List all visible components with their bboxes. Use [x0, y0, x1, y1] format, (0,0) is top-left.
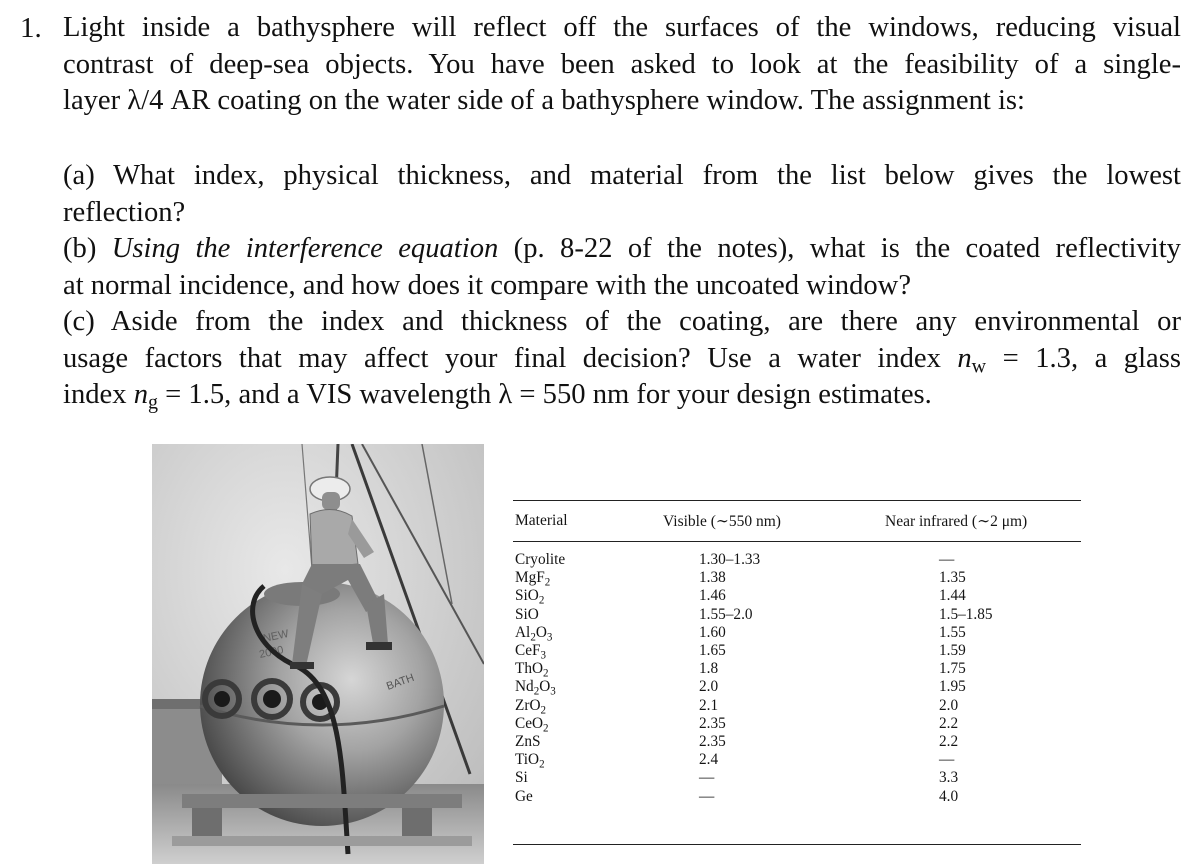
water-index-symbol: n [957, 342, 972, 374]
material-subscript: 3 [540, 649, 546, 662]
material-text: ZrO [515, 696, 541, 714]
material-subscript: 2 [530, 631, 536, 644]
table-row [513, 587, 1081, 605]
part-c-text: index [63, 379, 134, 410]
nir-index-cell: 1.35 [939, 569, 966, 587]
table-row [513, 606, 1081, 624]
material-text: MgF [515, 569, 545, 587]
material-cell [515, 697, 546, 715]
visible-index-cell: 1.65 [699, 642, 726, 659]
visible-index-cell: 1.60 [699, 623, 726, 641]
table-row [513, 733, 1081, 751]
material-cell [515, 769, 528, 787]
table-row [513, 769, 1081, 787]
table-row [513, 569, 1081, 587]
table-bottom-rule [513, 844, 1081, 845]
table-row [513, 715, 1081, 733]
material-cell [515, 569, 550, 587]
part-b-line-1 [63, 231, 1181, 268]
table-row [513, 751, 1081, 769]
material-subscript: 2 [543, 667, 549, 680]
header-material: Material [515, 512, 568, 529]
part-b-rest: (p. 8-22 of the notes), what is the coated reflectivity [498, 233, 1181, 264]
table-row [513, 660, 1081, 678]
material-cell [515, 624, 552, 642]
nir-index-cell: — [939, 751, 955, 769]
hull-text: NEW [262, 627, 290, 645]
glass-index-symbol: n [133, 379, 148, 410]
material-text: Ge [515, 787, 533, 805]
material-subscript: 2 [544, 576, 551, 589]
material-subscript: 2 [538, 594, 545, 607]
visible-index-cell: 2.0 [699, 678, 719, 696]
bathysphere-illustration [152, 444, 484, 864]
material-subscript: 2 [543, 722, 549, 735]
material-text: O [535, 623, 547, 641]
bathysphere-photo [152, 444, 484, 864]
table-row [513, 788, 1081, 806]
part-c-line-1: (c) Aside from the index and thickness of the coating, are there any environmental or [63, 306, 1181, 337]
material-subscript: 2 [533, 685, 540, 698]
material-cell [515, 587, 544, 605]
nir-index-cell: 1.95 [939, 678, 966, 696]
hull-text: 2000 [258, 644, 285, 661]
material-subscript: 2 [539, 758, 545, 771]
problem-parts [63, 158, 1181, 414]
material-text: SiO [515, 587, 539, 605]
nir-index-cell: 3.3 [939, 769, 959, 787]
part-b-prefix: (b) [63, 233, 112, 264]
part-c-line-2 [63, 341, 1181, 378]
header-visible: Visible (∼550 nm) [663, 513, 781, 530]
material-text: Al [515, 623, 531, 641]
nir-index-cell: 4.0 [939, 787, 959, 805]
material-subscript: 3 [550, 685, 556, 698]
material-text: CeO [515, 714, 544, 732]
material-cell [515, 733, 541, 751]
problem-number: 1. [20, 12, 42, 44]
material-text: CeF [515, 642, 541, 659]
visible-index-cell: 2.35 [699, 714, 726, 732]
material-cell [515, 788, 533, 806]
problem-intro [63, 10, 1181, 120]
table-row [513, 697, 1081, 715]
material-text: Nd [515, 678, 534, 696]
nir-index-cell: 1.59 [939, 642, 966, 659]
nir-index-cell: 1.55 [939, 623, 966, 641]
table-row [513, 678, 1081, 696]
visible-index-cell: 1.8 [699, 660, 719, 678]
visible-index-cell: 1.38 [699, 569, 726, 587]
visible-index-cell: — [699, 787, 715, 805]
nir-index-cell: 2.2 [939, 733, 959, 750]
nir-index-cell: 1.75 [939, 660, 966, 678]
visible-index-cell: 2.4 [699, 751, 719, 769]
water-index-subscript: w [971, 355, 987, 378]
material-subscript: 3 [546, 631, 553, 644]
nir-index-cell: 1.5–1.85 [939, 605, 993, 623]
material-text: SiO [515, 605, 539, 623]
part-c-text: usage factors that may affect your final decision? Use a water index [63, 342, 958, 374]
material-cell [515, 678, 556, 696]
visible-index-cell: 2.35 [699, 733, 726, 750]
material-text: ZnS [515, 733, 541, 750]
nir-index-cell: 2.2 [939, 714, 959, 732]
visible-index-cell: 1.46 [699, 587, 726, 605]
intro-line: Light inside a bathysphere will reflect off the surfaces of the windows, reducing visual [63, 12, 1181, 43]
material-text: O [539, 678, 551, 696]
visible-index-cell: — [699, 769, 715, 787]
material-text: ThO [515, 660, 544, 678]
intro-line: layer λ/4 AR coating on the water side of a bathysphere window. The assignment is: [63, 85, 1025, 116]
material-text: Si [515, 769, 528, 787]
material-cell [515, 715, 549, 733]
part-b-emphasis: Using the interference equation [111, 233, 499, 264]
table-row [513, 551, 1081, 569]
table-row [513, 642, 1081, 660]
material-text: Cryolite [515, 551, 566, 568]
table-header-rule [513, 541, 1081, 542]
intro-line: contrast of deep-sea objects. You have been asked to look at the feasibility of a single- [63, 48, 1181, 80]
material-text: TiO [515, 751, 540, 769]
hull-text: BATH [384, 671, 416, 693]
material-cell [515, 551, 565, 569]
nir-index-cell: 2.0 [939, 696, 959, 714]
visible-index-cell: 2.1 [699, 696, 719, 714]
glass-index-subscript: g [147, 391, 158, 414]
part-b-line-2: at normal incidence, and how does it compare with the uncoated window? [63, 269, 912, 301]
visible-index-cell: 1.30–1.33 [699, 551, 761, 568]
table-top-rule [513, 500, 1081, 501]
material-cell [515, 642, 546, 660]
part-a-line: reflection? [63, 196, 186, 228]
material-cell [515, 660, 549, 678]
nir-index-cell: — [939, 551, 955, 568]
nir-index-cell: 1.44 [939, 587, 966, 605]
part-c-line-3 [63, 377, 1181, 414]
part-a-line: (a) What index, physical thickness, and material from the list below gives the lowest [63, 160, 1181, 191]
material-subscript: 2 [540, 703, 546, 716]
table-row [513, 624, 1081, 642]
material-cell [515, 751, 545, 769]
part-c-text: = 1.3, a glass [986, 342, 1181, 374]
material-cell [515, 606, 539, 624]
visible-index-cell: 1.55–2.0 [699, 605, 753, 623]
part-c-text: = 1.5, and a VIS wavelength λ = 550 nm for your design estimates. [158, 379, 932, 410]
header-near-infrared: Near infrared (∼2 μm) [885, 513, 1028, 530]
